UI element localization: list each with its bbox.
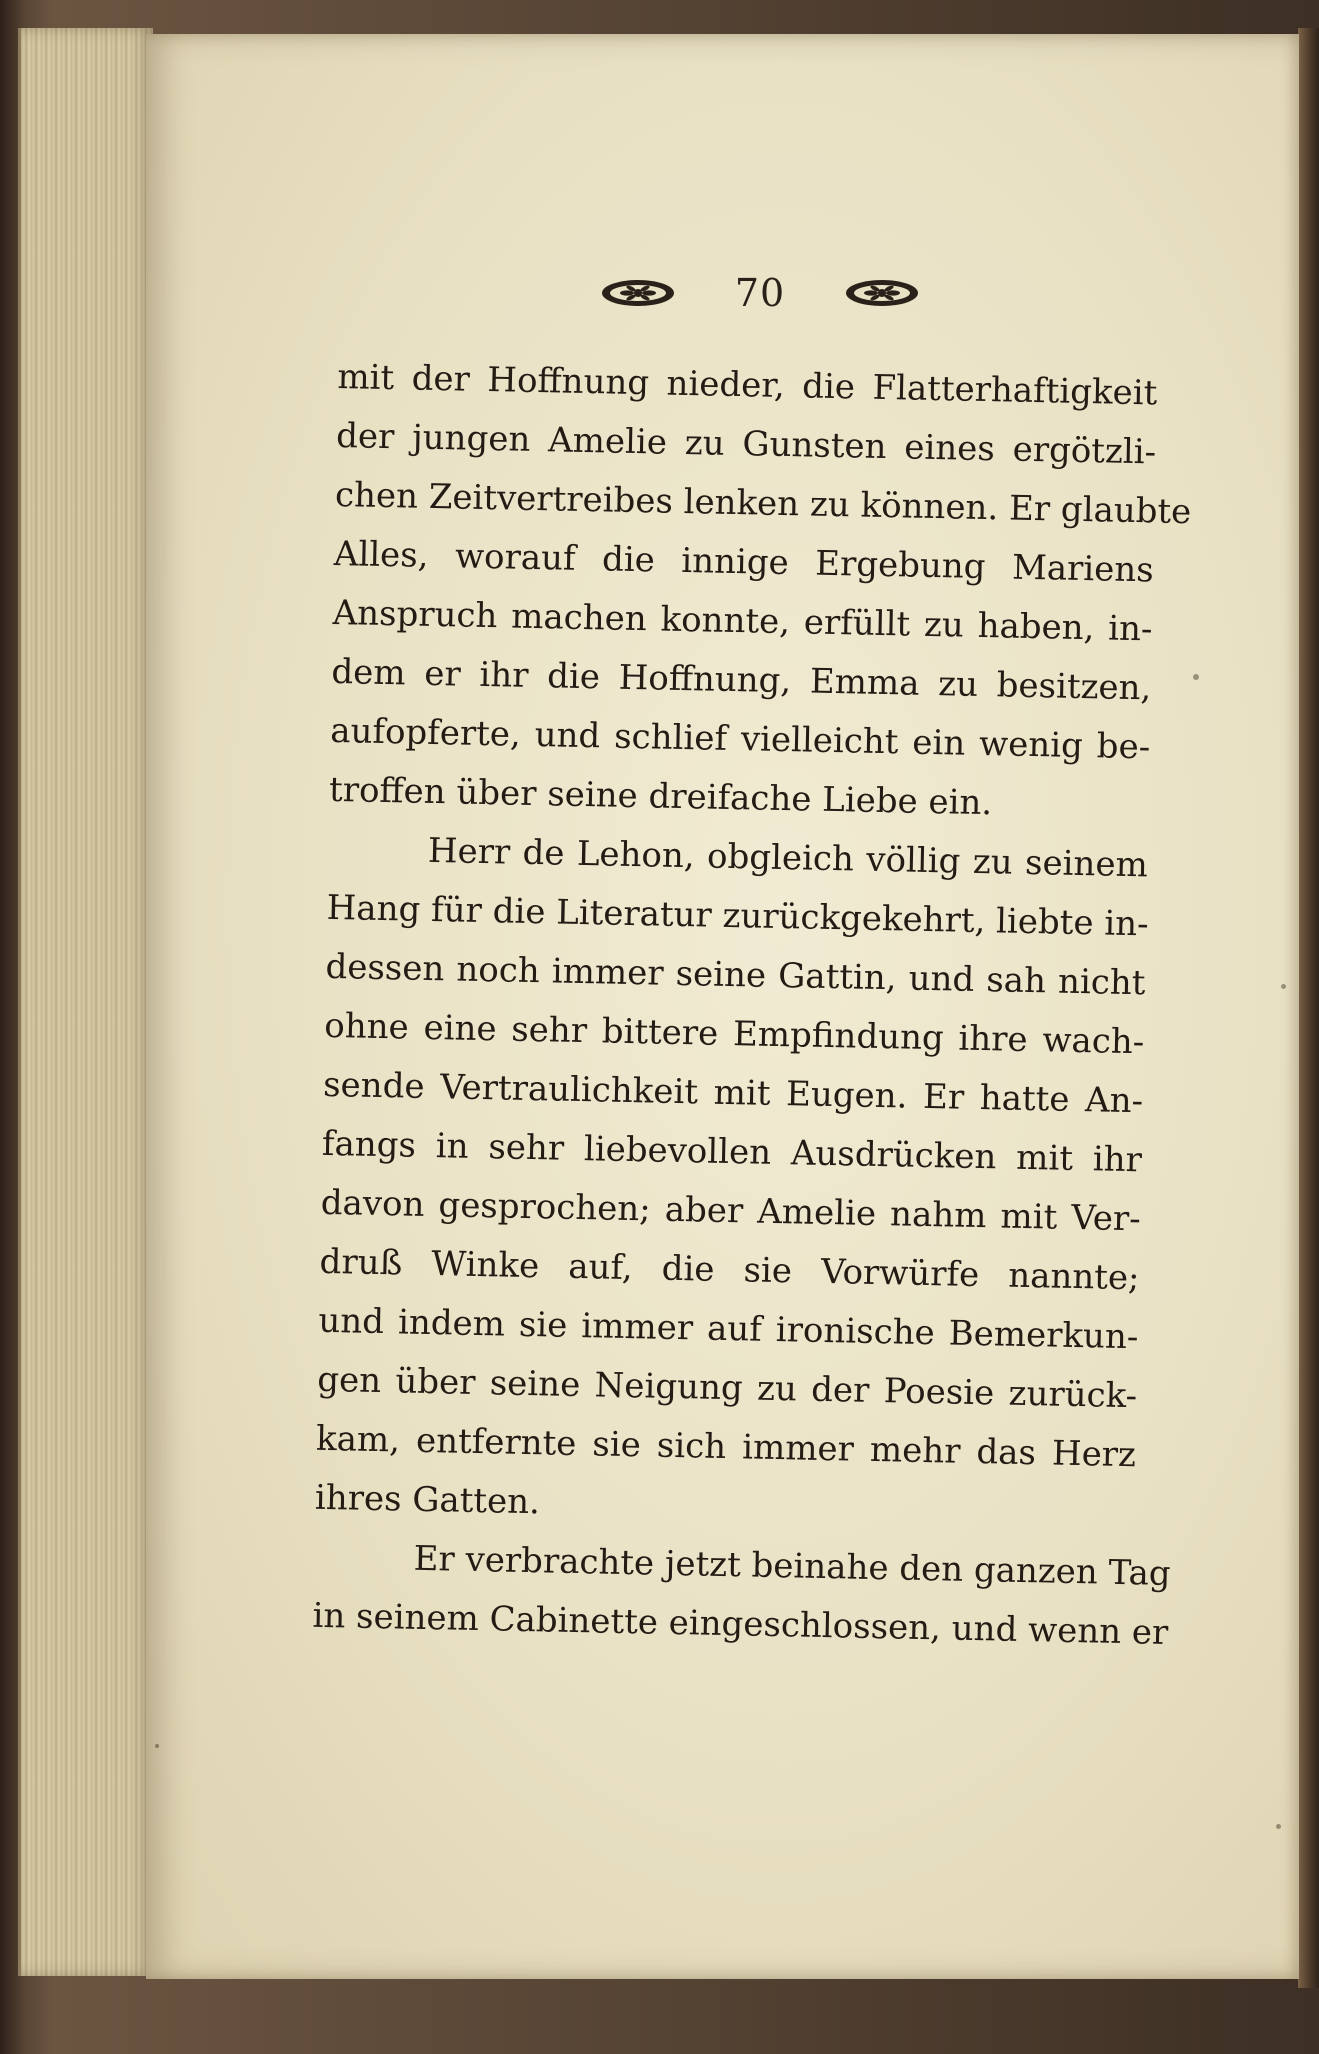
text-line: davon gesprochen; aber Amelie nahm mit Ver- <box>320 1182 1142 1240</box>
running-header <box>600 268 920 318</box>
text-line: in seinem Cabinette eingeschlossen, und wenn er <box>312 1595 1169 1653</box>
page-edges-right <box>1298 28 1319 1988</box>
text-line: Anspruch machen konnte, erfüllt zu haben, in- <box>332 592 1153 650</box>
flower-ornament-icon <box>844 277 920 309</box>
paragraph <box>328 348 1192 836</box>
body-text <box>312 348 1192 1662</box>
text-line: kam, entfernte sie sich immer mehr das Herz <box>315 1418 1137 1476</box>
text-line: gen über seine Neigung zu der Poesie zurück- <box>316 1359 1138 1417</box>
text-line: Hang für die Literatur zurückgekehrt, liebte in- <box>326 887 1150 945</box>
text-line: und indem sie immer auf ironische Bemerkun- <box>318 1300 1139 1358</box>
text-line: mit der Hoffnung nieder, die Flatterhaftigkeit <box>337 356 1158 414</box>
page-number: 70 <box>734 271 786 315</box>
text-line: sende Vertraulichkeit mit Eugen. Er hatte An- <box>322 1064 1144 1122</box>
text-line: troffen über seine dreifache Liebe ein. <box>328 769 993 824</box>
paper-speck <box>155 1744 159 1748</box>
text-line: Herr de Lehon, obgleich völlig zu seinem <box>427 830 1149 886</box>
paper-speck <box>1193 674 1199 680</box>
text-line: ohne eine sehr bittere Empfindung ihre wach- <box>323 1005 1145 1063</box>
text-line: fangs in sehr liebevollen Ausdrücken mit ihr <box>321 1123 1143 1181</box>
page-edges-left <box>18 28 153 1976</box>
text-line: dem er ihr die Hoffnung, Emma zu besitzen, <box>331 651 1152 709</box>
text-line: chen Zeitvertreibes lenken zu können. Er glaubte <box>334 474 1192 533</box>
text-line: ihres Gatten. <box>314 1477 541 1523</box>
paper-speck <box>1281 984 1286 989</box>
paragraph <box>312 1528 1172 1662</box>
paragraph <box>314 820 1148 1544</box>
text-line: Alles, worauf die innige Ergebung Mariens <box>333 533 1155 591</box>
text-line: druß Winke auf, die sie Vorwürfe nannte; <box>319 1241 1140 1299</box>
text-line: Er verbrachte jetzt beinahe den ganzen Tag <box>413 1538 1172 1594</box>
text-line: dessen noch immer seine Gattin, und sah nicht <box>325 946 1146 1004</box>
text-line: aufopferte, und schlief vielleicht ein wenig be- <box>329 710 1151 768</box>
text-line: der jungen Amelie zu Gunsten eines ergötzli- <box>335 415 1157 473</box>
flower-ornament-icon <box>600 277 676 309</box>
paper-speck <box>1276 1824 1281 1829</box>
